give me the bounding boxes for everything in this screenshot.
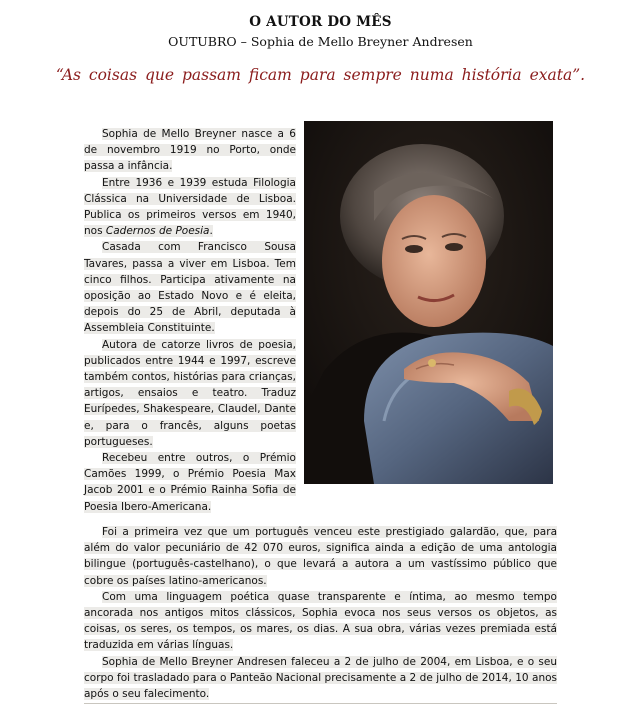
- bio-paragraph-prizes: Recebeu entre outros, o Prémio Camões 1999, o Prémio Poesia Max Jacob 2001 e o Prémio Rainha Sofia de Poesia Ibero-Americana.: [84, 452, 296, 513]
- article-body: [84, 524, 557, 702]
- portrait-illustration: [304, 121, 553, 484]
- body-paragraph-style: Com uma linguagem poética quase transparente e íntima, ao mesmo tempo ancorada nos antigos mitos clássicos, Sophia evoca nos seus versos os objetos, as coisas, os seres, os tempos, os mares, os dias. A sua obra, várias vezes premiada está traduzida em várias línguas.: [84, 590, 557, 652]
- featured-quote: “As coisas que passam ficam para sempre numa história exata”.: [55, 66, 586, 84]
- bio-paragraph-family: Casada com Francisco Sousa Tavares, passa a viver em Lisboa. Tem cinco filhos. Participa ativamente na oposição ao Estado Novo e é eleita, depois do 25 de Abril, deputada à Assembleia Constituinte.: [84, 241, 296, 335]
- body-paragraph-death: Sophia de Mello Breyner Andresen faleceu a 2 de julho de 2004, em Lisboa, e o seu corpo foi trasladado para o Panteão Nacional precisamente a 2 de julho de 2014, 10 anos após o seu falecimento.: [84, 655, 557, 701]
- body-paragraph-prize: Foi a primeira vez que um português venceu este prestigiado galardão, que, para além do valor pecuniário de 42 070 euros, significa ainda a edição de uma antologia bilingue (português-castelhano), o que levará a autora a um vastíssimo público que cobre os países latino-americanos.: [84, 526, 557, 587]
- bottom-divider: [84, 703, 557, 704]
- bio-paragraph-studies: Entre 1936 e 1939 estuda Filologia Clássica na Universidade de Lisboa. Publica os primeiros versos em 1940, nos Cadernos de Poesia.: [84, 176, 296, 238]
- journal-title: Cadernos de Poesia: [105, 225, 210, 238]
- biography-column: [84, 126, 296, 515]
- author-portrait: [304, 121, 553, 484]
- page-title: O AUTOR DO MÊS: [249, 14, 392, 30]
- bio-paragraph-birth: Sophia de Mello Breyner nasce a 6 de novembro 1919 no Porto, onde passa a infância.: [84, 128, 296, 173]
- header: [0, 14, 641, 50]
- bio-paragraph-works: Autora de catorze livros de poesia, publicados entre 1944 e 1997, escreve também contos, histórias para crianças, artigos, ensaios e teatro. Traduz Eurípedes, Shakespeare, Claudel, Dante e, para o francês, alguns poetas portugueses.: [84, 338, 296, 448]
- page-subtitle: OUTUBRO – Sophia de Mello Breyner Andresen: [168, 34, 473, 49]
